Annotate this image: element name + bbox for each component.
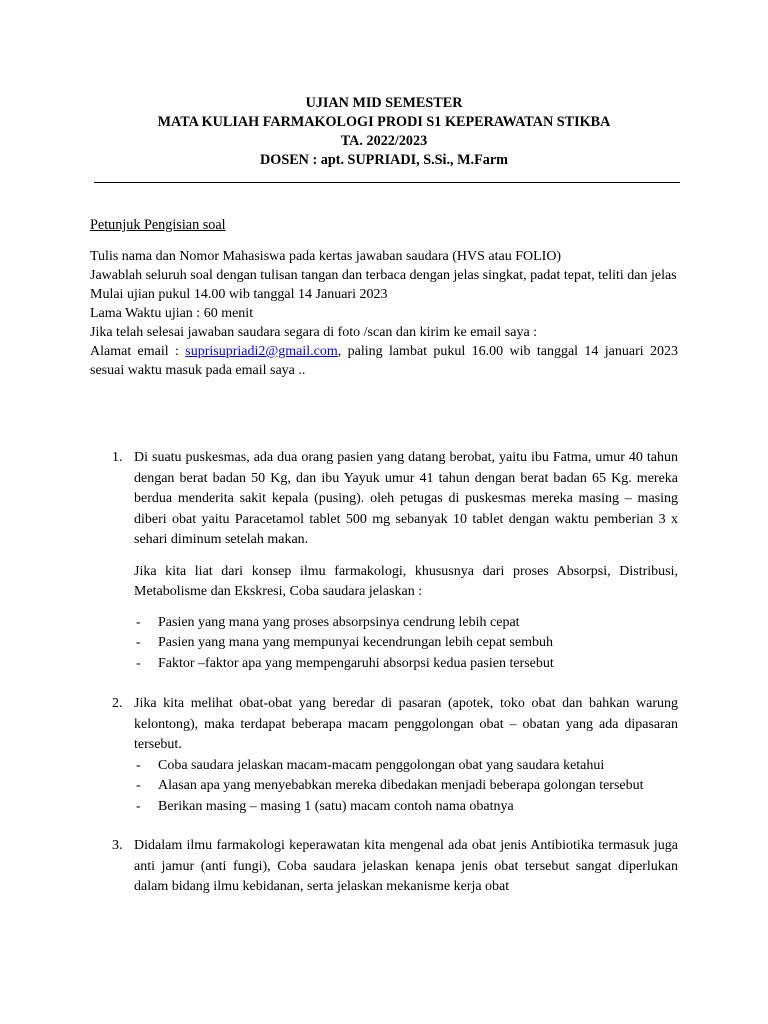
question-number: 1. bbox=[112, 450, 123, 465]
sub-question-list bbox=[134, 613, 678, 675]
instruction-line: Jika telah selesai jawaban saudara segara di foto /scan dan kirim ke email saya : bbox=[90, 325, 538, 340]
question-3 bbox=[90, 836, 678, 898]
header-course: MATA KULIAH FARMAKOLOGI PRODI S1 KEPERAWATAN STIKBA bbox=[157, 114, 611, 130]
questions-list bbox=[90, 448, 678, 898]
question-text: Didalam ilmu farmakologi keperawatan kita mengenal ada obat jenis Antibiotika termasuk juga anti jamur (anti fungi), Coba saudara jelaskan kenapa jenis obat tersebut sangat diperlukan dalam bidang ilmu kebidanan, serta jelaskan mekanisme kerja obat bbox=[134, 838, 678, 894]
email-prefix: Alamat email : bbox=[90, 344, 186, 359]
email-link[interactable]: suprisupriadi2@gmail.com bbox=[185, 344, 338, 359]
sub-question-item: - Pasien yang mana yang mempunyai kecendrungan lebih cepat sembuh bbox=[136, 635, 553, 650]
question-number: 2. bbox=[112, 696, 123, 711]
question-subtext: Jika kita liat dari konsep ilmu farmakologi, khususnya dari proses Absorpsi, Distribusi, Metabolisme dan Ekskresi, Coba saudara jelaskan : bbox=[134, 563, 678, 599]
question-2 bbox=[90, 694, 678, 817]
instruction-line: Jawablah seluruh soal dengan tulisan tangan dan terbaca dengan jelas singkat, padat tepat, teliti dan jelas bbox=[90, 268, 677, 283]
sub-question-item: - Coba saudara jelaskan macam-macam penggolongan obat yang saudara ketahui bbox=[136, 757, 605, 773]
instruction-line: Tulis nama dan Nomor Mahasiswa pada kertas jawaban saudara (HVS atau FOLIO) bbox=[90, 249, 562, 264]
exam-header bbox=[0, 94, 768, 170]
sub-question-item: - Pasien yang mana yang proses absorpsinya cendrung lebih cepat bbox=[136, 614, 520, 630]
sub-question-item: - Berikan masing – masing 1 (satu) macam contoh nama obatnya bbox=[136, 798, 514, 814]
sub-question-list bbox=[134, 756, 678, 818]
instruction-line: Lama Waktu ujian : 60 menit bbox=[90, 306, 254, 321]
instructions-title: Petunjuk Pengisian soal bbox=[90, 217, 226, 233]
header-lecturer: DOSEN : apt. SUPRIADI, S.Si., M.Farm bbox=[260, 152, 508, 168]
instruction-line: Mulai ujian pukul 14.00 wib tanggal 14 Januari 2023 bbox=[90, 287, 388, 302]
question-text: Di suatu puskesmas, ada dua orang pasien yang datang berobat, yaitu ibu Fatma, umur 40 tahun dengan berat badan 50 Kg, dan ibu Yayuk umur 41 tahun dengan berat badan 65 Kg. mereka berdua menderita sakit kepala (pusing). oleh petugas di puskesmas mereka masing – masing diberi obat yaitu Paracetamol tablet 500 mg sebanyak 10 tablet dengan waktu pemberian 3 x sehari diminum setelah makan. bbox=[134, 450, 678, 547]
question-1 bbox=[90, 448, 678, 674]
question-text: Jika kita melihat obat-obat yang beredar di pasaran (apotek, toko obat dan bahkan warung kelontong), maka terdapat beberapa macam penggolongan obat – obatan yang ada dipasaran tersebut. bbox=[134, 696, 678, 752]
email-suffix: , paling lambat pukul 16.00 wib tanggal 14 januari 2023 sesuai waktu masuk pada email saya .. bbox=[90, 344, 678, 378]
instructions-section bbox=[90, 216, 678, 380]
question-number: 3. bbox=[112, 838, 123, 853]
header-academic-year: TA. 2022/2023 bbox=[340, 133, 428, 149]
sub-question-item: - Alasan apa yang menyebabkan mereka dibedakan menjadi beberapa golongan tersebut bbox=[136, 778, 644, 793]
header-exam-title: UJIAN MID SEMESTER bbox=[305, 95, 463, 111]
header-divider bbox=[94, 182, 680, 183]
sub-question-item: - Faktor –faktor apa yang mempengaruhi absorpsi kedua pasien tersebut bbox=[136, 655, 554, 671]
email-instruction bbox=[90, 342, 678, 380]
